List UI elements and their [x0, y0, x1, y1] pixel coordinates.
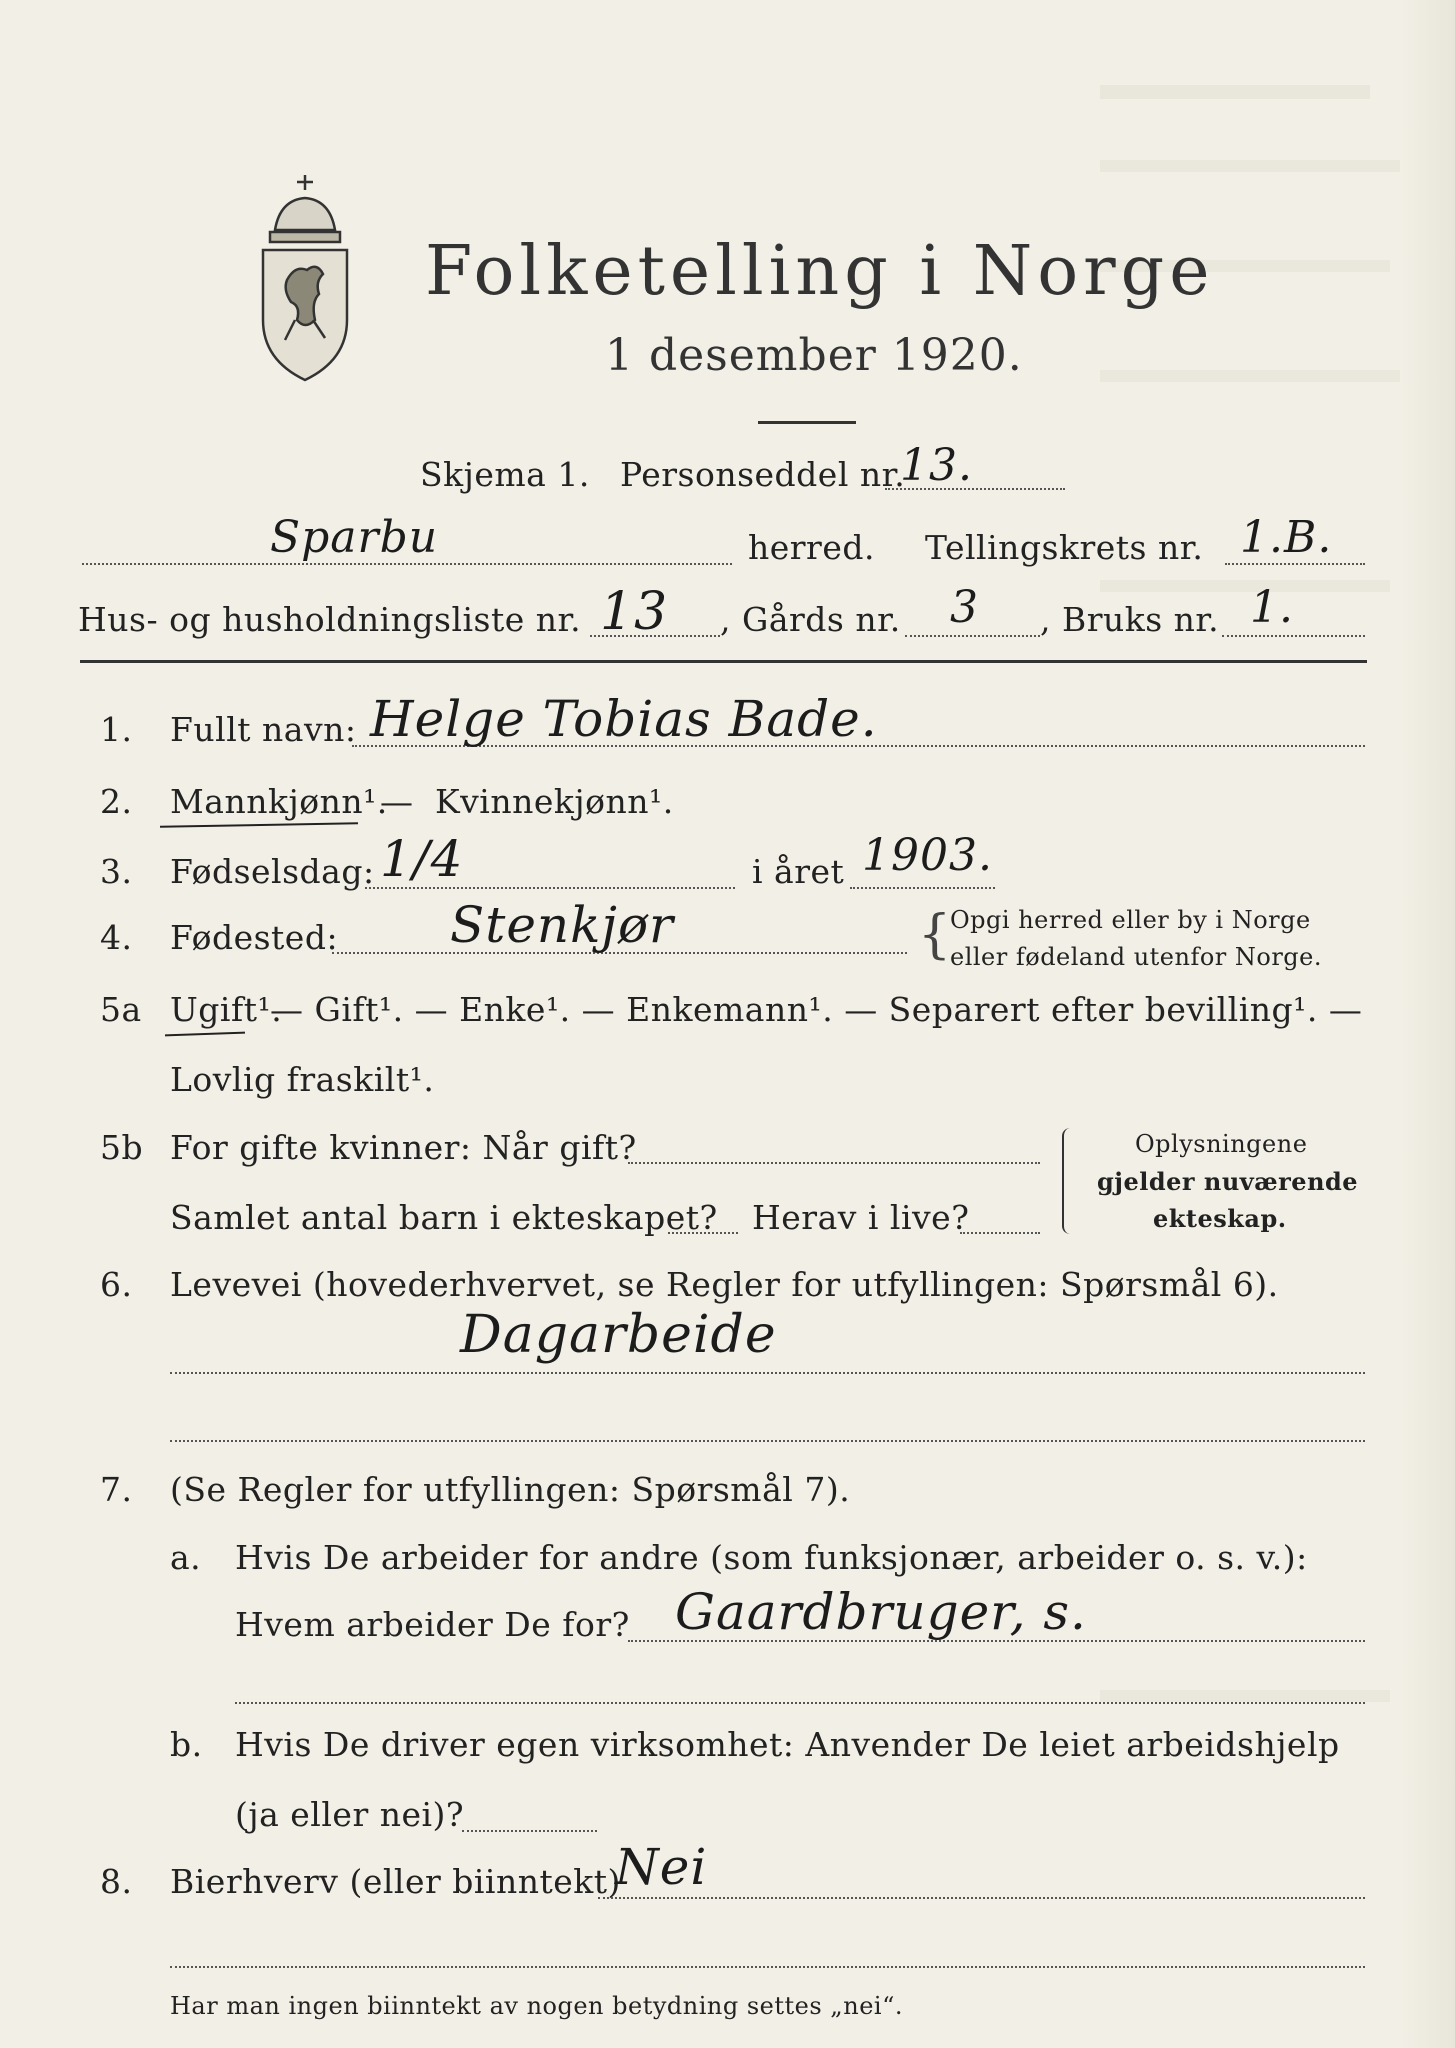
q2-number: 2. — [100, 782, 133, 821]
herred-label: herred. — [748, 528, 875, 567]
title-rule — [758, 421, 856, 424]
q4-number: 4. — [100, 918, 133, 957]
q7a-letter: a. — [170, 1538, 202, 1577]
q7b-line-2: (ja eller nei)? — [235, 1795, 465, 1834]
tellingskrets-value[interactable]: 1.B. — [1240, 512, 1333, 563]
birthplace-value[interactable]: Stenkjør — [450, 896, 674, 954]
q7a-line-1: Hvis De arbeider for andre (som funksjonær, arbeider o. s. v.): — [235, 1538, 1308, 1577]
section-rule — [80, 660, 1367, 663]
gards-line — [905, 635, 1040, 637]
q4-label: Fødested: — [170, 918, 339, 957]
herred-value[interactable]: Sparbu — [270, 512, 439, 563]
personseddel-label: Personseddel nr. — [620, 455, 906, 494]
q8-line — [598, 1897, 1365, 1899]
q5b-note-2: gjelder nuværende — [1097, 1167, 1359, 1196]
q8-line-2 — [170, 1966, 1365, 1968]
occupation-value[interactable]: Dagarbeide — [460, 1305, 777, 1365]
footer-note: Har man ingen biinntekt av nogen betydning settes „nei“. — [170, 1992, 903, 2020]
coat-of-arms — [245, 170, 365, 385]
marital-options[interactable]: — Gift¹. — Enke¹. — Enkemann¹. — Separert efter bevilling¹. — — [270, 990, 1363, 1029]
form-title: Folketelling i Norge — [425, 232, 1215, 311]
q4-note-1: Opgi herred eller by i Norge — [950, 906, 1311, 934]
q5b-children: Samlet antal barn i ekteskapet? — [170, 1198, 718, 1237]
unmarried-underline-mark — [165, 1032, 245, 1037]
q8-number: 8. — [100, 1862, 133, 1901]
employer-line-2 — [235, 1702, 1365, 1704]
q1-number: 1. — [100, 710, 133, 749]
q7b-line-1: Hvis De driver egen virksomhet: Anvender De leiet arbeidshjelp — [235, 1725, 1340, 1764]
q6-line-1 — [170, 1372, 1365, 1374]
q7a-line-2: Hvem arbeider De for? — [235, 1605, 630, 1644]
norwegian-coat-of-arms-icon — [245, 170, 365, 385]
q6-number: 6. — [100, 1265, 133, 1304]
hus-value[interactable]: 13 — [600, 582, 669, 642]
personseddel-value[interactable]: 13. — [900, 440, 973, 491]
q6-label: Levevei (hovederhvervet, se Regler for utfyllingen: Spørsmål 6). — [170, 1265, 1279, 1304]
divorced-option[interactable]: Lovlig fraskilt¹. — [170, 1060, 435, 1099]
employer-value[interactable]: Gaardbruger, s. — [675, 1583, 1087, 1641]
children-line[interactable] — [668, 1232, 738, 1234]
when-married-line[interactable] — [628, 1162, 1040, 1164]
q7-number: 7. — [100, 1470, 133, 1509]
q7-label: (Se Regler for utfyllingen: Spørsmål 7). — [170, 1470, 851, 1509]
gards-label: , Gårds nr. — [720, 600, 901, 639]
side-income-value[interactable]: Nei — [615, 1838, 708, 1896]
hired-help-line[interactable] — [462, 1830, 597, 1832]
schema-label: Skjema 1. — [420, 455, 590, 494]
herred-line — [82, 563, 732, 565]
q4-brace: { — [918, 905, 952, 965]
page-edge-shadow — [1400, 0, 1455, 2048]
census-date: 1 desember 1920. — [605, 330, 1023, 381]
hus-label: Hus- og husholdningsliste nr. — [78, 600, 582, 639]
full-name-value[interactable]: Helge Tobias Bade. — [370, 690, 878, 748]
q5b-note-1: Oplysningene — [1135, 1130, 1308, 1158]
tellingskrets-line — [1225, 563, 1365, 565]
gender-separator: — — [380, 782, 414, 821]
alive-line[interactable] — [960, 1232, 1040, 1234]
q5b-note-3: ekteskap. — [1153, 1204, 1287, 1233]
q5b-number: 5b — [100, 1128, 144, 1167]
q5b-when-married: For gifte kvinner: Når gift? — [170, 1128, 637, 1167]
q5b-alive: Herav i live? — [752, 1198, 970, 1237]
q5a-number: 5a — [100, 990, 142, 1029]
birthday-value[interactable]: 1/4 — [380, 830, 464, 888]
q3-number: 3. — [100, 852, 133, 891]
male-option[interactable]: Mannkjønn¹. — [170, 782, 388, 821]
year-label: i året — [752, 852, 845, 891]
q3-label: Fødselsdag: — [170, 852, 375, 891]
male-underline-mark — [160, 822, 358, 827]
birth-year-value[interactable]: 1903. — [862, 830, 993, 881]
bruks-line — [1222, 635, 1365, 637]
q1-label: Fullt navn: — [170, 710, 357, 749]
bruks-value[interactable]: 1. — [1250, 582, 1294, 633]
female-option[interactable]: Kvinnekjønn¹. — [435, 782, 674, 821]
unmarried-option[interactable]: Ugift¹. — [170, 990, 283, 1029]
tellingskrets-label: Tellingskrets nr. — [925, 528, 1204, 567]
year-line — [850, 887, 995, 889]
bruks-label: , Bruks nr. — [1040, 600, 1220, 639]
gards-value[interactable]: 3 — [950, 582, 979, 633]
q5b-brace — [1062, 1128, 1074, 1234]
q7b-letter: b. — [170, 1725, 203, 1764]
q8-label: Bierhverv (eller biinntekt) — [170, 1862, 621, 1901]
q4-note-2: eller fødeland utenfor Norge. — [950, 943, 1323, 971]
q6-line-2 — [170, 1440, 1365, 1442]
